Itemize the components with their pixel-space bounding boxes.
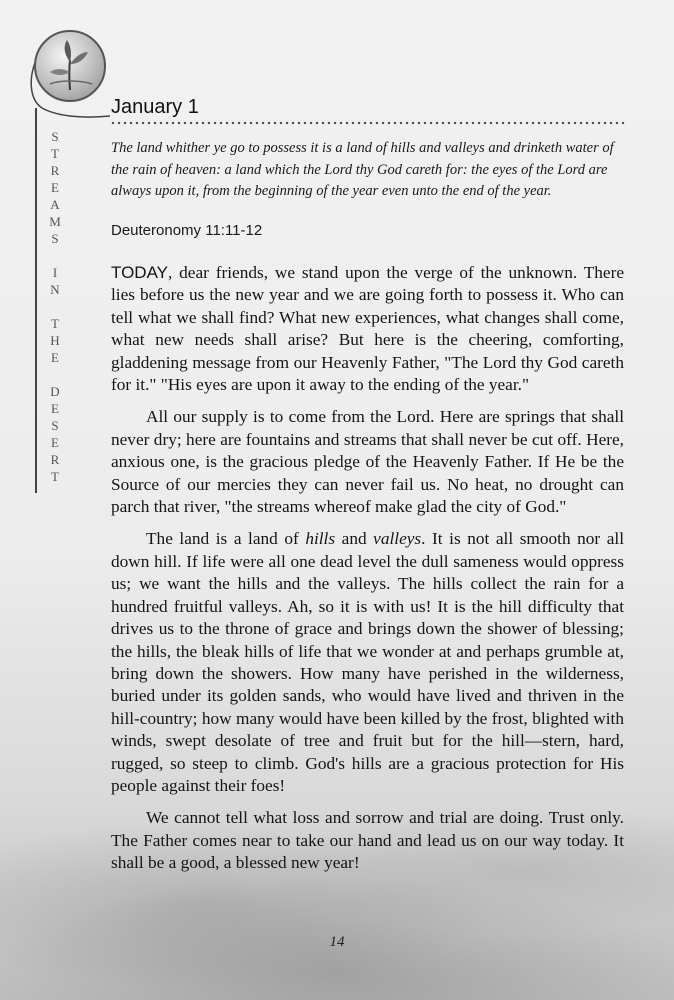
devotional-body xyxy=(111,262,624,885)
title-word-in: I N xyxy=(50,265,60,297)
paragraph-3: The land is a land of hills and valleys. It is not all smooth nor all down hill. If life were all one dead level the dull sameness would oppress us; we want the hills and the valleys. The hills collect the rain for a hundred fruitful valleys. Ah, so it is with us! It is the hill difficulty that drives us to the throne of grace and brings down the shower of blessing; the hills, the bleak hills of life that we wonder at and perhaps grumble at, bring down the showers. How many have perished in the wilderness, buried under its golden sands, who would have lived and thriven in the hill-country; how many would have been killed by the frost, blighted with winds, swept desolate of tree and fruit but for the hill—stern, hard, rugged, so steep to climb. God's hills are a gracious protection for His people against their foes! xyxy=(111,529,625,795)
title-word-the: T H E xyxy=(50,316,60,365)
lead-word: TODAY xyxy=(111,263,168,282)
side-rule xyxy=(35,108,37,493)
page-number: 14 xyxy=(329,934,345,950)
paragraph-1: TODAY, dear friends, we stand upon the verge of the unknown. There lies before us the new year and we are going forth to possess it. Who can tell what we shall find? What new experiences, what changes shall come, what new needs shall arise? But here is the cheering, comforting, gladdening message from our Heavenly Father, "The Lord thy God careth for it." "His eyes are upon it away to the ending of the year." xyxy=(111,263,624,395)
paragraph-4: We cannot tell what loss and sorrow and trial are doing. Trust only. The Father comes near to take our hand and lead us on our way today. It shall be a good, a blessed new year! xyxy=(111,808,624,873)
emphasis-hills: hills xyxy=(305,529,336,549)
paragraph-2: All our supply is to come from the Lord. Here are springs that shall never dry; here are fountains and streams that shall never be cut off. Here, anxious one, is the gracious pledge of the Heavenly Father. If He be the Source of our mercies they can never fail us. No heat, no drought can parch that river, "the streams whereof make glad the city of God." xyxy=(111,407,624,517)
dotted-divider xyxy=(110,121,625,125)
title-word-streams: S T R E A M S xyxy=(49,129,61,246)
emphasis-valleys: valleys xyxy=(373,529,422,549)
flower-emblem-icon xyxy=(34,30,106,102)
scripture-reference: Deuteronomy 11:11-12 xyxy=(111,222,263,239)
entry-date: January 1 xyxy=(111,96,199,118)
scripture-verse: The land whither ye go to possess it is a land of hills and valleys and drinketh water of the rain of heaven: a land which the Lord thy God careth for: the eyes of the Lord are always upon it, from the beginning of the year even unto the end of the year. xyxy=(111,140,614,199)
vertical-book-title xyxy=(44,128,66,502)
title-word-desert: D E S E R T xyxy=(50,384,60,484)
